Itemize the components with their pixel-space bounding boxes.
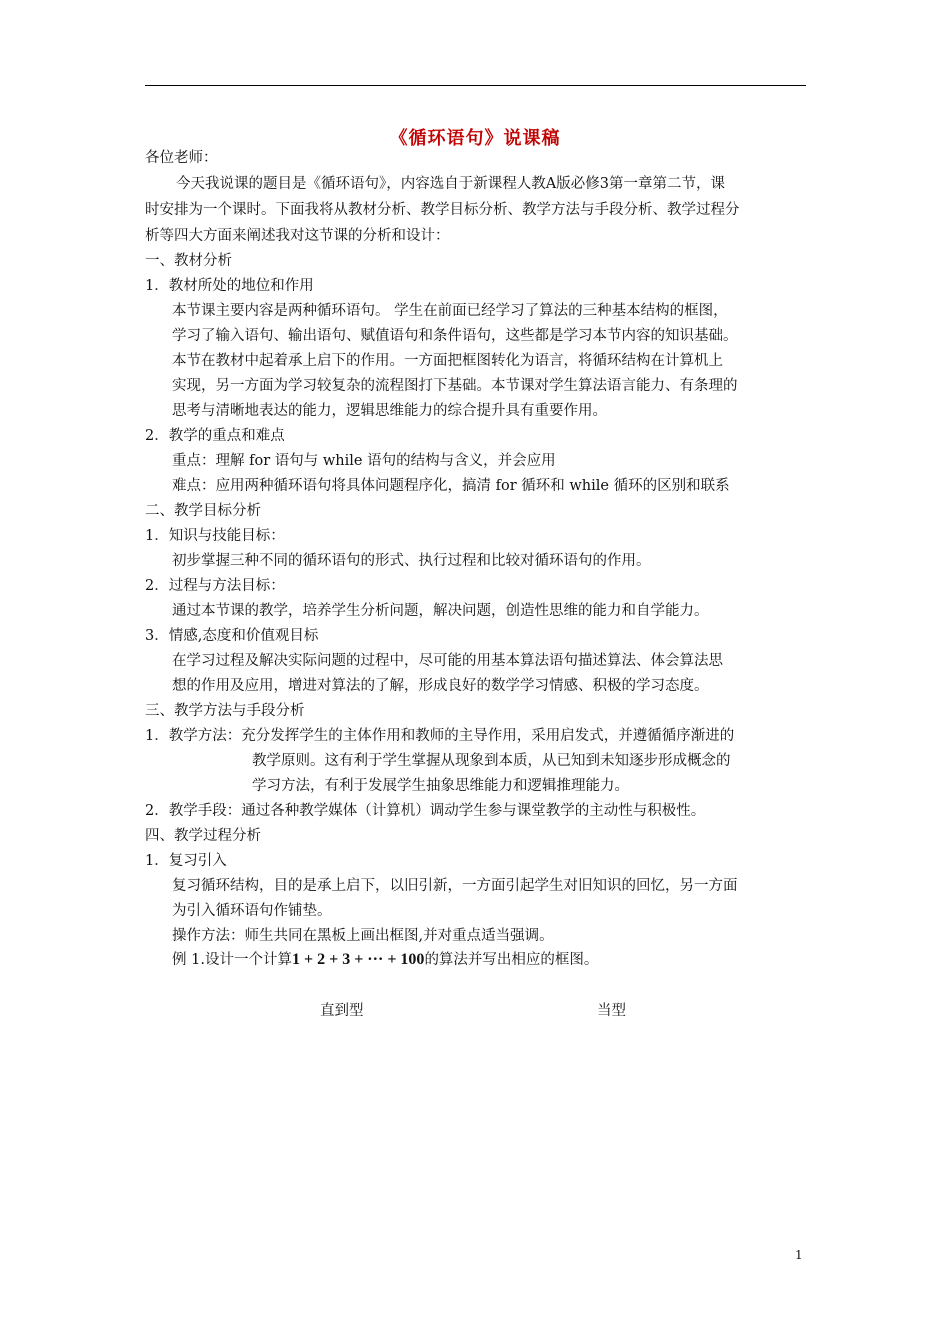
s1-p1-heading: 1．教材所处的地位和作用 (145, 278, 314, 294)
s4-operation: 操作方法：师生共同在黑板上画出框图,并对重点适当强调。 (172, 928, 554, 944)
s3-m1-line-1: 1．教学方法：充分发挥学生的主体作用和教师的主导作用，采用启发式，并遵循循序渐进的 (145, 728, 735, 744)
s1-p1-line-5: 思考与清晰地表达的能力，逻辑思维能力的综合提升具有重要作用。 (172, 403, 607, 419)
document-title: 《循环语句》说课稿 (389, 128, 561, 149)
s3-m1-line-2: 教学原则。这有利于学生掌握从现象到本质，从已知到未知逐步形成概念的 (252, 753, 731, 769)
s2-g2-heading: 2．过程与方法目标： (145, 578, 285, 594)
s2-g1-text: 初步掌握三种不同的循环语句的形式、执行过程和比较对循环语句的作用。 (172, 553, 651, 569)
example-text-after: 的算法并写出相应的框图。 (424, 952, 599, 968)
section-3-heading: 三、教学方法与手段分析 (145, 703, 305, 719)
label-until-type: 直到型 (320, 1003, 364, 1019)
s4-review-heading: 1．复习引入 (145, 853, 227, 869)
example-text-before: 例 1.设计一个计算 (172, 952, 292, 968)
header-rule (145, 85, 806, 86)
s2-g3-line-2: 想的作用及应用，增进对算法的了解，形成良好的数学学习情感、积极的学习态度。 (172, 678, 709, 694)
s2-g1-heading: 1．知识与技能目标： (145, 528, 285, 544)
s1-difficulty: 难点：应用两种循环语句将具体问题程序化，搞清 for 循环和 while 循环的区别和联系 (172, 478, 730, 494)
greeting: 各位老师： (145, 150, 218, 166)
example-formula: 1 + 2 + 3 + ··· + 100 (291, 951, 425, 968)
s1-p1-line-4: 实现，另一方面为学习较复杂的流程图打下基础。本节课对学生算法语言能力、有条理的 (172, 378, 738, 394)
intro-line-1: 今天我说课的题目是《循环语句》，内容选自于新课程人教A版必修3第一章第二节，课 (176, 176, 725, 192)
s1-p2-heading: 2．教学的重点和难点 (145, 428, 285, 444)
section-1-heading: 一、教材分析 (145, 253, 232, 269)
s1-focus: 重点：理解 for 语句与 while 语句的结构与含义，并会应用 (172, 453, 556, 469)
s1-p1-line-3: 本节在教材中起着承上启下的作用。一方面把框图转化为语言，将循环结构在计算机上 (172, 353, 723, 369)
page-number: 1 (795, 1248, 803, 1262)
s4-review-line-1: 复习循环结构，目的是承上启下，以旧引新，一方面引起学生对旧知识的回忆，另一方面 (172, 878, 738, 894)
s4-review-line-2: 为引入循环语句作铺垫。 (172, 903, 332, 919)
s2-g2-text: 通过本节课的教学，培养学生分析问题，解决问题，创造性思维的能力和自学能力。 (172, 603, 709, 619)
label-while-type: 当型 (597, 1003, 626, 1019)
s3-m2: 2．教学手段：通过各种教学媒体（计算机）调动学生参与课堂教学的主动性与积极性。 (145, 803, 706, 819)
section-4-heading: 四、教学过程分析 (145, 828, 261, 844)
s1-p1-line-1: 本节课主要内容是两种循环语句。 学生在前面已经学习了算法的三种基本结构的框图， (172, 303, 728, 319)
s4-example (172, 950, 598, 970)
intro-line-3: 析等四大方面来阐述我对这节课的分析和设计： (145, 228, 450, 244)
section-2-heading: 二、教学目标分析 (145, 503, 261, 519)
intro-line-2: 时安排为一个课时。下面我将从教材分析、教学目标分析、教学方法与手段分析、教学过程分 (145, 202, 740, 218)
s3-m1-line-3: 学习方法，有利于发展学生抽象思维能力和逻辑推理能力。 (252, 778, 629, 794)
s2-g3-line-1: 在学习过程及解决实际问题的过程中，尽可能的用基本算法语句描述算法、体会算法思 (172, 653, 723, 669)
s2-g3-heading: 3．情感,态度和价值观目标 (145, 628, 319, 644)
s1-p1-line-2: 学习了输入语句、输出语句、赋值语句和条件语句，这些都是学习本节内容的知识基础。 (172, 328, 738, 344)
